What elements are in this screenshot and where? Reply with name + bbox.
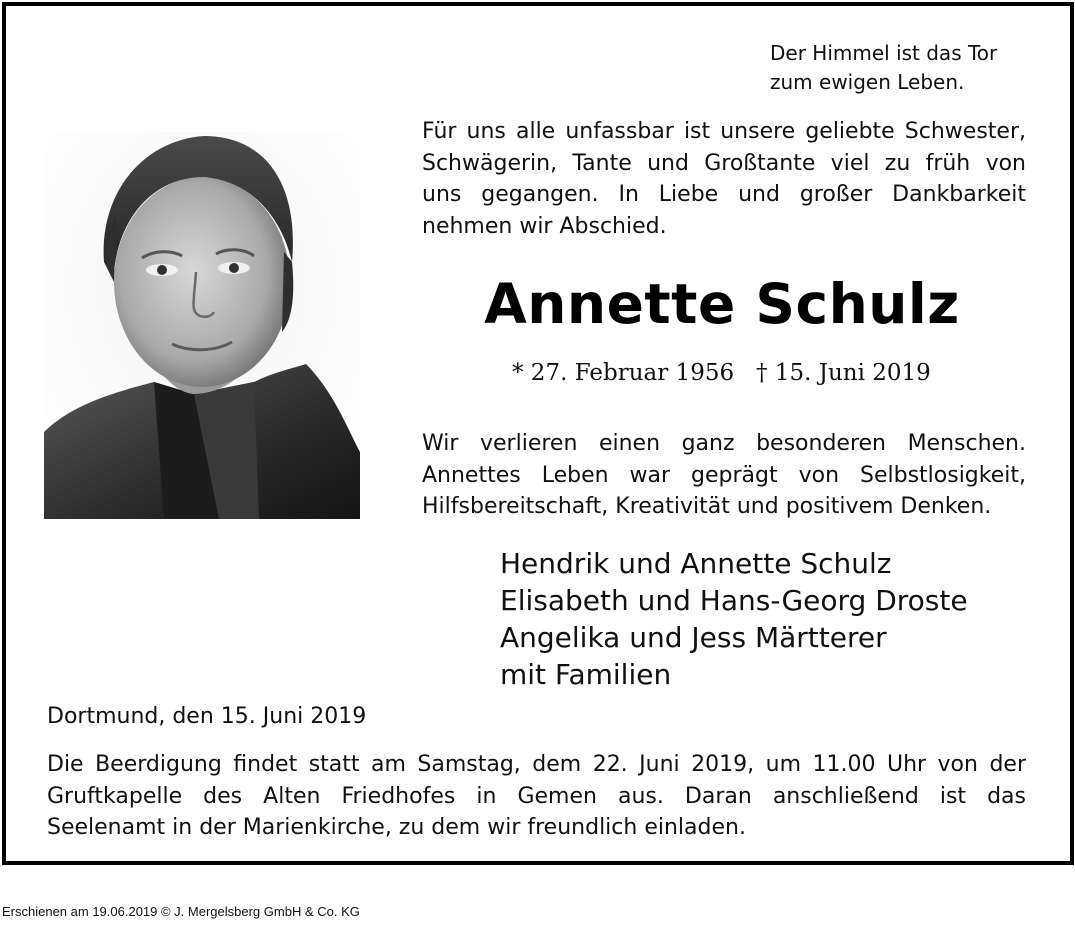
funeral-notice	[47, 749, 1026, 844]
about-line: Annettes Leben war geprägt von Selbstlosigkeit,	[422, 462, 1026, 488]
motto-quote	[770, 39, 997, 97]
about-line: Wir verlieren einen ganz besonderen Menschen.	[422, 431, 1026, 456]
deceased-name: Annette Schulz	[484, 272, 960, 336]
portrait-image	[44, 132, 360, 519]
intro-paragraph	[422, 116, 1026, 242]
family-line: mit Familien	[500, 658, 672, 691]
motto-line: zum ewigen Leben.	[770, 70, 965, 94]
about-paragraph	[422, 428, 1026, 523]
family-line: Elisabeth und Hans-Georg Droste	[500, 584, 968, 617]
place-date: Dortmund, den 15. Juni 2019	[47, 704, 367, 729]
funeral-line: Seelenamt in der Marienkirche, zu dem wir freundlich einladen.	[47, 815, 746, 840]
family-line: Hendrik und Annette Schulz	[500, 547, 892, 580]
funeral-line: Gruftkapelle des Alten Friedhofes in Gemen aus. Daran anschließend ist das	[47, 783, 1026, 809]
life-dates: * 27. Februar 1956 † 15. Juni 2019	[512, 360, 931, 386]
intro-line: Für uns alle unfassbar ist unsere geliebte Schwester,	[422, 119, 1026, 144]
funeral-line: Die Beerdigung findet statt am Samstag, dem 22. Juni 2019, um 11.00 Uhr von der	[47, 752, 1026, 777]
about-line: Hilfsbereitschaft, Kreativität und positivem Denken.	[422, 494, 992, 519]
family-signatories	[500, 545, 968, 693]
portrait-photo	[44, 132, 360, 519]
intro-line: nehmen wir Abschied.	[422, 213, 667, 239]
family-line: Angelika und Jess Märtterer	[500, 621, 887, 654]
intro-line: uns gegangen. In Liebe und großer Dankbarkeit	[422, 182, 1026, 207]
publication-footer: Erschienen am 19.06.2019 © J. Mergelsberg GmbH & Co. KG	[2, 904, 360, 919]
motto-line: Der Himmel ist das Tor	[770, 41, 998, 65]
intro-line: Schwägerin, Tante und Großtante viel zu früh von	[422, 150, 1026, 176]
